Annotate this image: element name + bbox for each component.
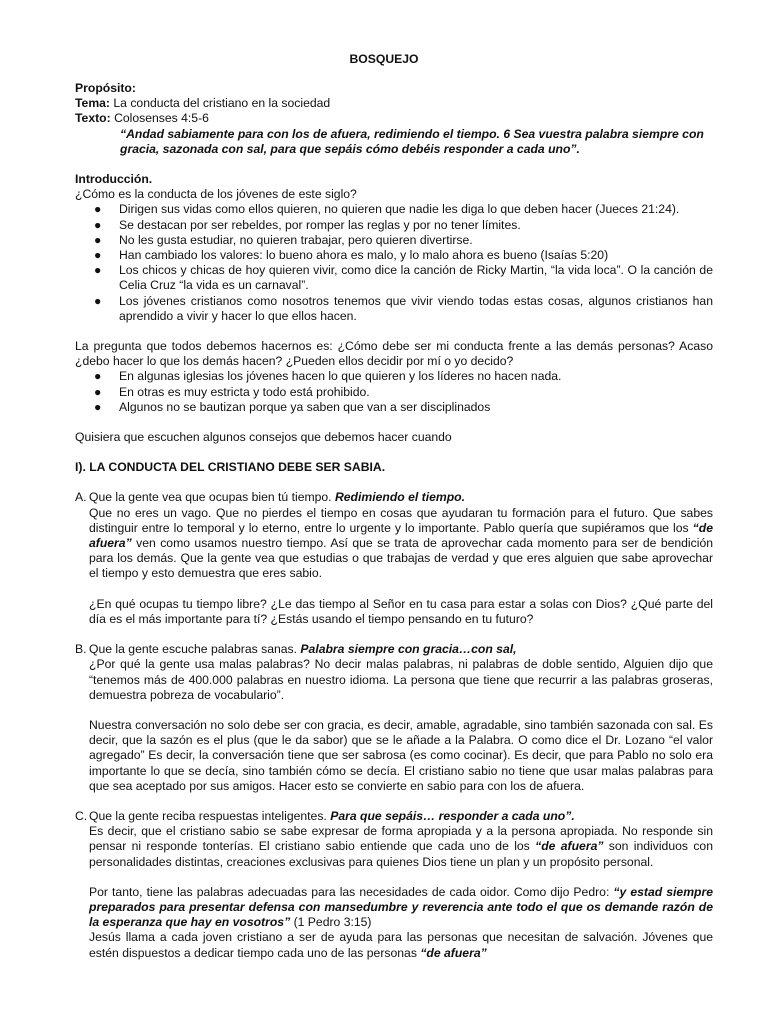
document-body xyxy=(75,81,713,961)
document-title: BOSQUEJO xyxy=(349,52,419,66)
pregunta-bullet-list xyxy=(75,369,713,415)
section-b-letter: B. xyxy=(75,642,87,657)
tema-line xyxy=(75,96,713,111)
list-item: ● En otras es muy estricta y todo está prohibido. xyxy=(94,384,370,399)
section-a-letter: A. xyxy=(75,490,87,505)
tema-value: La conducta del cristiano en la sociedad xyxy=(113,96,331,111)
proposito-label: Propósito: xyxy=(75,81,136,95)
pregunta-paragraph: La pregunta que todos debemos hacernos es: ¿Cómo debe ser mi conducta frente a las demás personas? Acaso ¿debo hacer lo que los demás hacen? ¿Pueden ellos decidir por mí o yo decido? xyxy=(75,339,713,369)
texto-line xyxy=(75,111,713,126)
list-item: ● En algunas iglesias los jóvenes hacen lo que quieren y los líderes no hacen nada. xyxy=(94,369,562,384)
intro-bullet-list xyxy=(75,202,713,324)
list-item: ● Se destacan por ser rebeldes, por romper las reglas y por no tener límites. xyxy=(94,217,521,232)
list-item: ● No les gusta estudiar, no quieren trabajar, pero quieren divertirse. xyxy=(94,232,473,247)
tema-label: Tema: xyxy=(75,96,110,111)
section-c-letter: C. xyxy=(75,808,88,823)
section-c-paragraph-3: Jesús llama a cada joven cristiano a ser de ayuda para las personas que necesitan de salvación. Jóvenes que estén dispuestos a dedicar tiempo cada uno de las personas “de afuera” xyxy=(89,930,713,960)
intro-question: ¿Cómo es la conducta de los jóvenes de este siglo? xyxy=(75,187,357,202)
section-a-heading: A. Que la gente vea que ocupas bien tú tiempo. Redimiendo el tiempo. xyxy=(75,490,465,505)
list-item: ● Han cambiado los valores: lo bueno ahora es malo, y lo malo ahora es bueno (Isaías 5:20) xyxy=(94,248,609,263)
section-a-paragraph-1: Que no eres un vago. Que no pierdes el tiempo en cosas que ayudaran tu formación para el futuro. Que sabes distinguir entre lo temporal y lo eterno, entre lo urgente y lo importante. Pablo quería que supiéramos que los “de afuera” ven como usamos nuestro tiempo. Así que se trata de aprovechar cada momento para ser de bendición para los demás. Que la gente vea que estudias o que trabajas de verdad y que eres alguien que sabe aprovechar el tiempo y esto demuestra que eres sabio. xyxy=(89,505,713,581)
section-b-heading: B. Que la gente escuche palabras sanas. Palabra siempre con gracia…con sal, xyxy=(75,642,517,657)
list-item: ● Los chicos y chicas de hoy quieren vivir, como dice la canción de Ricky Martin, “la vida loca”. O la canción de Celia Cruz “la vida es un carnaval”. xyxy=(94,263,713,293)
section-heading: I). LA CONDUCTA DEL CRISTIANO DEBE SER SABIA. xyxy=(75,460,386,475)
section-c-heading: C. Que la gente reciba respuestas inteligentes. Para que sepáis… responder a cada uno”. xyxy=(75,808,575,823)
section-c-paragraph-2: Por tanto, tiene las palabras adecuadas para las necesidades de cada oidor. Como dijo Pedro: “y estad siempre preparados para presentar defensa con mansedumbre y reverencia ante todo el que os demande razón de la esperanza que hay en vosotros” (1 Pedro 3:15) xyxy=(89,884,714,930)
section-b-paragraph-2: Nuestra conversación no solo debe ser con gracia, es decir, amable, agradable, sino también sazonada con sal. Es decir, que la sazón es el plus (que le da sabor) que se le añade a la Palabra. O como dice el Dr. Lozano “el valor agregado” Es decir, la conversación tiene que ser sabrosa (es como cocinar). Es decir, que para Pablo no solo era importante lo que se decía, sino también cómo se decía. El cristiano sabio no tiene que usar malas palabras para que sea aceptado por sus amigos. Hacer esto se convierte en sabio para con los de afuera. xyxy=(89,717,713,793)
intro-heading: Introducción. xyxy=(75,172,153,187)
bible-quote: “Andad sabiamente para con los de afuera, redimiendo el tiempo. 6 Sea vuestra palabra siempre con gracia, sazonada con sal, para que sepáis cómo debéis responder a cada uno”. xyxy=(120,126,704,156)
list-item: ● Algunos no se bautizan porque ya saben que van a ser disciplinados xyxy=(94,399,491,414)
list-item: ● Los jóvenes cristianos como nosotros tenemos que vivir viendo todas estas cosas, algunos cristianos han aprendido a vivir y hacer lo que ellos hacen. xyxy=(94,293,713,323)
consejos-line: Quisiera que escuchen algunos consejos que debemos hacer cuando xyxy=(75,430,452,445)
section-a-paragraph-2: ¿En qué ocupas tu tiempo libre? ¿Le das tiempo al Señor en tu casa para estar a solas con Dios? ¿Qué parte del día es el más importante para tí? ¿Estás usando el tiempo pensando en tu futuro? xyxy=(89,596,713,626)
section-b-paragraph-1: ¿Por qué la gente usa malas palabras? No decir malas palabras, ni palabras de doble sentido, Alguien dijo que “tenemos más de 400.000 palabras en nuestro idioma. La persona que tiene que recurrir a las palabras groseras, demuestra pobreza de vocabulario”. xyxy=(89,657,713,702)
section-c-paragraph-1: Es decir, que el cristiano sabio se sabe expresar de forma apropiada y a la persona apropiada. No responde sin pensar ni responde tonterías. El cristiano sabio entiende que cada uno de los “de afuera” son individuos con personalidades distintas, creaciones exclusivas para quienes Dios tiene un plan y un propósito personal. xyxy=(89,824,713,869)
texto-value: Colosenses 4:5-6 xyxy=(114,111,209,126)
list-item: ● Dirigen sus vidas como ellos quieren, no quieren que nadie les diga lo que deben hacer (Jueces 21:24). xyxy=(94,202,680,217)
texto-label: Texto: xyxy=(75,111,111,126)
